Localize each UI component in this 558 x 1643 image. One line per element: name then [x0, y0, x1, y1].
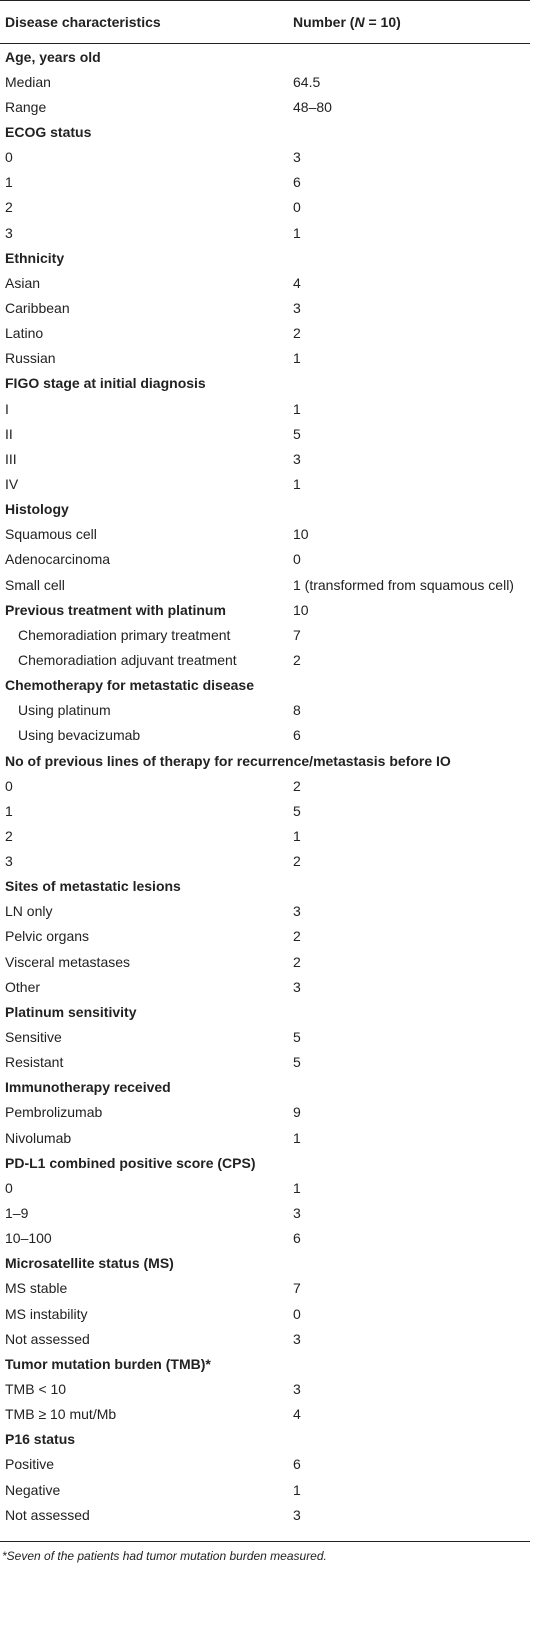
table-row	[0, 924, 530, 949]
row-label: III	[5, 450, 17, 467]
row-label: 2	[5, 199, 13, 216]
row-value: 2	[293, 853, 301, 870]
table-row	[0, 723, 530, 748]
table-row	[0, 798, 530, 823]
table-row	[0, 1175, 530, 1200]
row-label: 1	[5, 802, 13, 819]
table-row	[0, 547, 530, 572]
table-row	[0, 522, 530, 547]
row-label: Latino	[5, 325, 44, 342]
section-row	[0, 999, 530, 1024]
table-row	[0, 899, 530, 924]
row-value: 5	[293, 1054, 301, 1071]
row-value: 3	[293, 1330, 301, 1347]
table-row	[0, 396, 530, 421]
row-value: 0	[293, 199, 301, 216]
row-label: 0	[5, 777, 13, 794]
row-value: 7	[293, 626, 301, 643]
row-value: 4	[293, 1406, 301, 1423]
row-label: Caribbean	[5, 299, 70, 316]
row-value: 6	[293, 1230, 301, 1247]
row-value: 6	[293, 727, 301, 744]
row-label: Ethnicity	[5, 249, 65, 266]
row-label: TMB < 10	[5, 1381, 67, 1398]
section-row	[0, 673, 530, 698]
row-label: Negative	[5, 1481, 61, 1498]
row-label: Resistant	[5, 1054, 64, 1071]
table-row	[0, 195, 530, 220]
header-number-var: N	[354, 14, 365, 30]
table-row	[0, 1477, 530, 1502]
row-value: 3	[293, 450, 301, 467]
row-value: 7	[293, 1280, 301, 1297]
row-value: 1	[293, 350, 301, 367]
row-label: 3	[5, 853, 13, 870]
table-row	[0, 647, 530, 672]
row-label: Pembrolizumab	[5, 1104, 103, 1121]
row-value: 6	[293, 174, 301, 191]
table-row	[0, 346, 530, 371]
row-label: 1–9	[5, 1205, 29, 1222]
row-label: Sites of metastatic lesions	[5, 878, 181, 895]
table-row	[0, 698, 530, 723]
row-label: 1	[5, 174, 13, 191]
row-label: Not assessed	[5, 1506, 90, 1523]
row-value: 3	[293, 1506, 301, 1523]
table-row	[0, 69, 530, 94]
row-label: Tumor mutation burden (TMB)*	[5, 1355, 211, 1372]
row-value: 10	[293, 526, 309, 543]
section-row	[0, 597, 530, 622]
table-row	[0, 823, 530, 848]
row-label: II	[5, 425, 13, 442]
row-label: Using bevacizumab	[18, 727, 141, 744]
table-row	[0, 949, 530, 974]
row-label: Previous treatment with platinum	[5, 601, 226, 618]
table-row	[0, 1226, 530, 1251]
row-label: Median	[5, 73, 51, 90]
row-value: 1	[293, 475, 301, 492]
table-row	[0, 471, 530, 496]
row-value: 2	[293, 953, 301, 970]
row-label: Microsatellite status (MS)	[5, 1255, 174, 1272]
table-row	[0, 773, 530, 798]
row-value: 2	[293, 928, 301, 945]
header-number	[293, 14, 401, 30]
table-row	[0, 572, 530, 597]
section-row	[0, 44, 530, 69]
table-row	[0, 94, 530, 119]
row-label: Using platinum	[18, 702, 111, 719]
table-row	[0, 145, 530, 170]
table-row	[0, 1452, 530, 1477]
section-row	[0, 1150, 530, 1175]
table-row	[0, 1050, 530, 1075]
row-value: 5	[293, 1029, 301, 1046]
row-value: 3	[293, 1381, 301, 1398]
row-label: Other	[5, 978, 41, 995]
section-row	[0, 371, 530, 396]
section-row	[0, 748, 530, 773]
row-value: 2	[293, 651, 301, 668]
table-row	[0, 1125, 530, 1150]
table-row	[0, 849, 530, 874]
row-label: Chemoradiation adjuvant treatment	[18, 651, 237, 668]
table-header	[0, 0, 530, 44]
row-label: Positive	[5, 1456, 55, 1473]
row-value: 0	[293, 1305, 301, 1322]
row-value: 48–80	[293, 98, 332, 115]
row-label: Sensitive	[5, 1029, 62, 1046]
row-label: 10–100	[5, 1230, 52, 1247]
row-label: Range	[5, 98, 47, 115]
table-row	[0, 974, 530, 999]
row-label: ECOG status	[5, 123, 92, 140]
row-label: MS instability	[5, 1305, 88, 1322]
section-row	[0, 1427, 530, 1452]
row-label: Small cell	[5, 576, 65, 593]
table-row	[0, 1200, 530, 1225]
table-row	[0, 1301, 530, 1326]
row-label: Chemoradiation primary treatment	[18, 626, 231, 643]
row-label: P16 status	[5, 1431, 76, 1448]
row-value: 8	[293, 702, 301, 719]
table-row	[0, 1502, 530, 1527]
section-row	[0, 1075, 530, 1100]
header-disease-characteristics: Disease characteristics	[5, 14, 161, 30]
table-body	[0, 44, 530, 1527]
row-label: Nivolumab	[5, 1129, 72, 1146]
row-value: 4	[293, 274, 301, 291]
table-row	[0, 1024, 530, 1049]
row-label: 0	[5, 1179, 13, 1196]
row-label: FIGO stage at initial diagnosis	[5, 375, 206, 392]
row-value: 1	[293, 224, 301, 241]
row-label: PD-L1 combined positive score (CPS)	[5, 1154, 256, 1171]
row-label: Chemotherapy for metastatic disease	[5, 677, 254, 694]
row-value: 1	[293, 1129, 301, 1146]
row-label: Asian	[5, 274, 41, 291]
table-row	[0, 1326, 530, 1351]
section-row	[0, 497, 530, 522]
row-value: 0	[293, 551, 301, 568]
row-label: Not assessed	[5, 1330, 90, 1347]
row-label: 3	[5, 224, 13, 241]
row-value: 10	[293, 601, 309, 618]
row-label: 2	[5, 827, 13, 844]
row-value: 1	[293, 1179, 301, 1196]
section-row	[0, 874, 530, 899]
header-number-suffix: = 10)	[364, 14, 401, 30]
row-label: Squamous cell	[5, 526, 97, 543]
table-row	[0, 622, 530, 647]
row-label: MS stable	[5, 1280, 68, 1297]
table-row	[0, 1100, 530, 1125]
row-label: 0	[5, 149, 13, 166]
row-label: Pelvic organs	[5, 928, 90, 945]
table-row	[0, 446, 530, 471]
section-row	[0, 1251, 530, 1276]
header-number-prefix: Number (	[293, 14, 355, 30]
row-value: 2	[293, 325, 301, 342]
table-row	[0, 1402, 530, 1427]
row-label: I	[5, 400, 9, 417]
row-label: Age, years old	[5, 48, 101, 65]
row-value: 3	[293, 903, 301, 920]
section-row	[0, 245, 530, 270]
table-bottom-rule	[0, 1541, 530, 1542]
row-label: TMB ≥ 10 mut/Mb	[5, 1406, 117, 1423]
row-label: Immunotherapy received	[5, 1079, 171, 1096]
row-value: 3	[293, 299, 301, 316]
row-value: 3	[293, 149, 301, 166]
row-value: 1	[293, 1481, 301, 1498]
row-label: No of previous lines of therapy for recurrence/metastasis before IO	[5, 752, 451, 769]
table-row	[0, 170, 530, 195]
row-value: 1 (transformed from squamous cell)	[293, 576, 514, 593]
row-label: Platinum sensitivity	[5, 1003, 137, 1020]
row-value: 6	[293, 1456, 301, 1473]
table-footnote: *Seven of the patients had tumor mutation burden measured.	[2, 1549, 327, 1563]
table-row	[0, 321, 530, 346]
row-value: 2	[293, 777, 301, 794]
row-value: 3	[293, 1205, 301, 1222]
row-value: 9	[293, 1104, 301, 1121]
row-label: Adenocarcinoma	[5, 551, 111, 568]
table-row	[0, 295, 530, 320]
row-value: 3	[293, 978, 301, 995]
row-label: Histology	[5, 501, 69, 518]
row-label: IV	[5, 475, 19, 492]
row-value: 1	[293, 827, 301, 844]
row-label: LN only	[5, 903, 53, 920]
table-row	[0, 270, 530, 295]
row-value: 64.5	[293, 73, 321, 90]
row-value: 1	[293, 400, 301, 417]
table-row	[0, 421, 530, 446]
row-label: Visceral metastases	[5, 953, 131, 970]
row-value: 5	[293, 802, 301, 819]
row-value: 5	[293, 425, 301, 442]
section-row	[0, 1351, 530, 1376]
table-row	[0, 220, 530, 245]
row-label: Russian	[5, 350, 56, 367]
table-row	[0, 1276, 530, 1301]
section-row	[0, 119, 530, 144]
table-row	[0, 1376, 530, 1401]
